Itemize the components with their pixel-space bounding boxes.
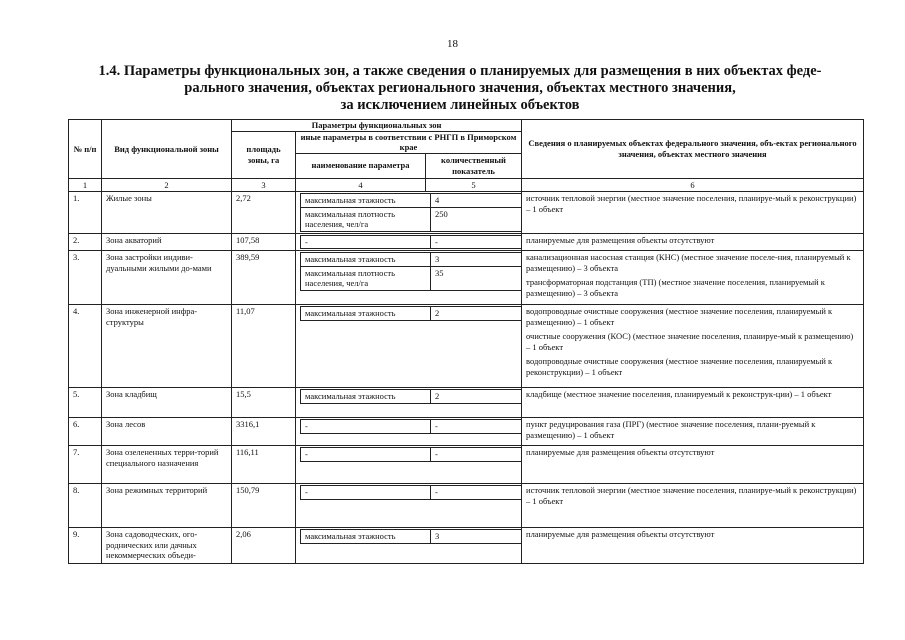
parameter-value: - — [431, 486, 522, 500]
parameter-name: максимальная плотность населения, чел/га — [301, 207, 431, 231]
planned-objects — [522, 418, 864, 446]
header-num: № п/п — [69, 120, 102, 179]
zones-table — [68, 119, 864, 564]
zone-area: 3316,1 — [232, 418, 296, 446]
row-number: 4. — [69, 305, 102, 388]
zone-name: Зона инженерной инфра-структуры — [102, 305, 232, 388]
row-number: 2. — [69, 233, 102, 251]
planned-object-item: кладбище (местное значение поселения, планируемый к реконструк-ции) – 1 объект — [526, 389, 832, 399]
parameter-row — [301, 390, 522, 404]
section-title-line: рального значения, объектах регионального значения, объектах местного значения, — [184, 80, 736, 96]
parameter-name: максимальная этажность — [301, 253, 431, 267]
column-number: 5 — [426, 178, 522, 192]
zone-area: 150,79 — [232, 484, 296, 528]
planned-objects — [522, 484, 864, 528]
parameter-value: - — [431, 448, 522, 462]
table-row — [69, 484, 864, 528]
parameter-row — [301, 194, 522, 208]
parameter-value: 250 — [431, 207, 522, 231]
zone-parameters — [296, 251, 522, 305]
header-zone: Вид функциональной зоны — [102, 120, 232, 179]
section-title-line: за исключением линейных объектов — [340, 97, 580, 113]
zones-table-body — [69, 192, 864, 564]
parameter-row — [301, 448, 522, 462]
planned-object-item: планируемые для размещения объекты отсутствуют — [526, 529, 715, 539]
parameter-value: 3 — [431, 253, 522, 267]
zone-parameters — [296, 484, 522, 528]
planned-object-item: очистные сооружения (КОС) (местное значение поселения, планируе-мый к размещению) – 1 объект — [526, 331, 854, 352]
column-number: 3 — [232, 178, 296, 192]
zone-area: 11,07 — [232, 305, 296, 388]
header-area: площадь зоны, га — [232, 131, 296, 178]
zone-name: Зона застройки индиви-дуальными жилыми до-мами — [102, 251, 232, 305]
row-number: 1. — [69, 192, 102, 234]
planned-object-item: источник тепловой энергии (местное значение поселения, планируе-мый к реконструкции) – 1 объект — [526, 485, 857, 506]
planned-objects — [522, 251, 864, 305]
parameter-value: - — [431, 235, 522, 249]
table-row — [69, 192, 864, 234]
row-number: 8. — [69, 484, 102, 528]
planned-objects — [522, 233, 864, 251]
planned-objects — [522, 305, 864, 388]
row-number: 7. — [69, 446, 102, 484]
parameter-value: 2 — [431, 307, 522, 321]
parameter-row — [301, 266, 522, 290]
planned-object-item: водопроводные очистные сооружения (местное значение поселения, планируемый к реконструкции) – 1 объект — [526, 356, 833, 377]
parameter-value: 35 — [431, 266, 522, 290]
zone-name: Зона лесов — [102, 418, 232, 446]
parameter-name: максимальная этажность — [301, 530, 431, 544]
parameter-value: - — [431, 420, 522, 434]
zone-name: Зона акваторий — [102, 233, 232, 251]
table-row — [69, 233, 864, 251]
parameter-name: - — [301, 448, 431, 462]
table-row — [69, 446, 864, 484]
zone-parameters — [296, 388, 522, 418]
header-param-value: количественный показатель — [426, 153, 522, 178]
zone-parameters — [296, 192, 522, 234]
parameter-row — [301, 420, 522, 434]
row-number: 9. — [69, 528, 102, 564]
row-number: 6. — [69, 418, 102, 446]
table-row — [69, 528, 864, 564]
zone-name: Жилые зоны — [102, 192, 232, 234]
column-number: 2 — [102, 178, 232, 192]
column-number: 4 — [296, 178, 426, 192]
zone-parameters — [296, 305, 522, 388]
parameter-value: 3 — [431, 530, 522, 544]
table-row — [69, 418, 864, 446]
zone-area: 2,06 — [232, 528, 296, 564]
planned-object-item: водопроводные очистные сооружения (местное значение поселения, планируемый к размещению) – 1 объект — [526, 306, 833, 327]
zone-parameters — [296, 528, 522, 564]
parameter-value: 2 — [431, 390, 522, 404]
parameter-name: максимальная плотность населения, чел/га — [301, 266, 431, 290]
zone-area: 389,59 — [232, 251, 296, 305]
planned-object-item: канализационная насосная станция (КНС) (местное значение поселе-ния, планируемый к размещению) – 3 объекта — [526, 252, 851, 273]
parameter-row — [301, 207, 522, 231]
planned-object-item: источник тепловой энергии (местное значение поселения, планируе-мый к реконструкции) – 1 объект — [526, 193, 857, 214]
planned-object-item: планируемые для размещения объекты отсутствуют — [526, 234, 715, 245]
zone-name: Зона кладбищ — [102, 388, 232, 418]
row-number: 3. — [69, 251, 102, 305]
header-param-name: наименование параметра — [296, 153, 426, 178]
planned-objects — [522, 446, 864, 484]
zone-parameters — [296, 233, 522, 251]
planned-object-item: трансформаторная подстанция (ТП) (местное значение поселения, планируемый к размещению) – 3 объекта — [526, 277, 825, 298]
header-objects: Сведения о планируемых объектах федерального значения, объ-ектах регионального значения, объектах местного значения — [522, 120, 864, 179]
planned-objects — [522, 192, 864, 234]
table-row — [69, 388, 864, 418]
zone-name: Зона озелененных терри-торий специального назначения — [102, 446, 232, 484]
page-number: 18 — [447, 38, 458, 50]
table-row — [69, 305, 864, 388]
planned-objects — [522, 528, 864, 564]
planned-objects — [522, 388, 864, 418]
header-params-group: Параметры функциональных зон — [232, 120, 522, 132]
parameter-row — [301, 486, 522, 500]
parameter-row — [301, 307, 522, 321]
section-title — [80, 63, 840, 114]
row-number: 5. — [69, 388, 102, 418]
parameter-row — [301, 530, 522, 544]
zone-area: 15,5 — [232, 388, 296, 418]
zone-parameters — [296, 418, 522, 446]
zone-name: Зона садоводческих, ого-роднических или дачных некоммерческих объеди- — [102, 528, 232, 564]
zone-parameters — [296, 446, 522, 484]
parameter-name: - — [301, 235, 431, 249]
planned-object-item: пункт редуцирования газа (ПРГ) (местное значение поселения, плани-руемый к размещению) – 1 объект — [526, 419, 816, 440]
zone-name: Зона режимных территорий — [102, 484, 232, 528]
zone-area: 107,58 — [232, 233, 296, 251]
column-numbers-row — [69, 178, 864, 192]
parameter-name: - — [301, 486, 431, 500]
column-number: 6 — [522, 178, 864, 192]
parameter-row — [301, 235, 522, 249]
parameter-name: максимальная этажность — [301, 194, 431, 208]
header-other-params: иные параметры в соответствии с РНГП в Приморском крае — [296, 131, 522, 153]
zone-area: 116,11 — [232, 446, 296, 484]
parameter-name: максимальная этажность — [301, 390, 431, 404]
zone-area: 2,72 — [232, 192, 296, 234]
table-row — [69, 251, 864, 305]
parameter-name: - — [301, 420, 431, 434]
section-title-line: 1.4. Параметры функциональных зон, а также сведения о планируемых для размещения в них объектах феде- — [98, 63, 822, 79]
parameter-row — [301, 253, 522, 267]
parameter-name: максимальная этажность — [301, 307, 431, 321]
planned-object-item: планируемые для размещения объекты отсутствуют — [526, 447, 715, 457]
parameter-value: 4 — [431, 194, 522, 208]
column-number: 1 — [69, 178, 102, 192]
